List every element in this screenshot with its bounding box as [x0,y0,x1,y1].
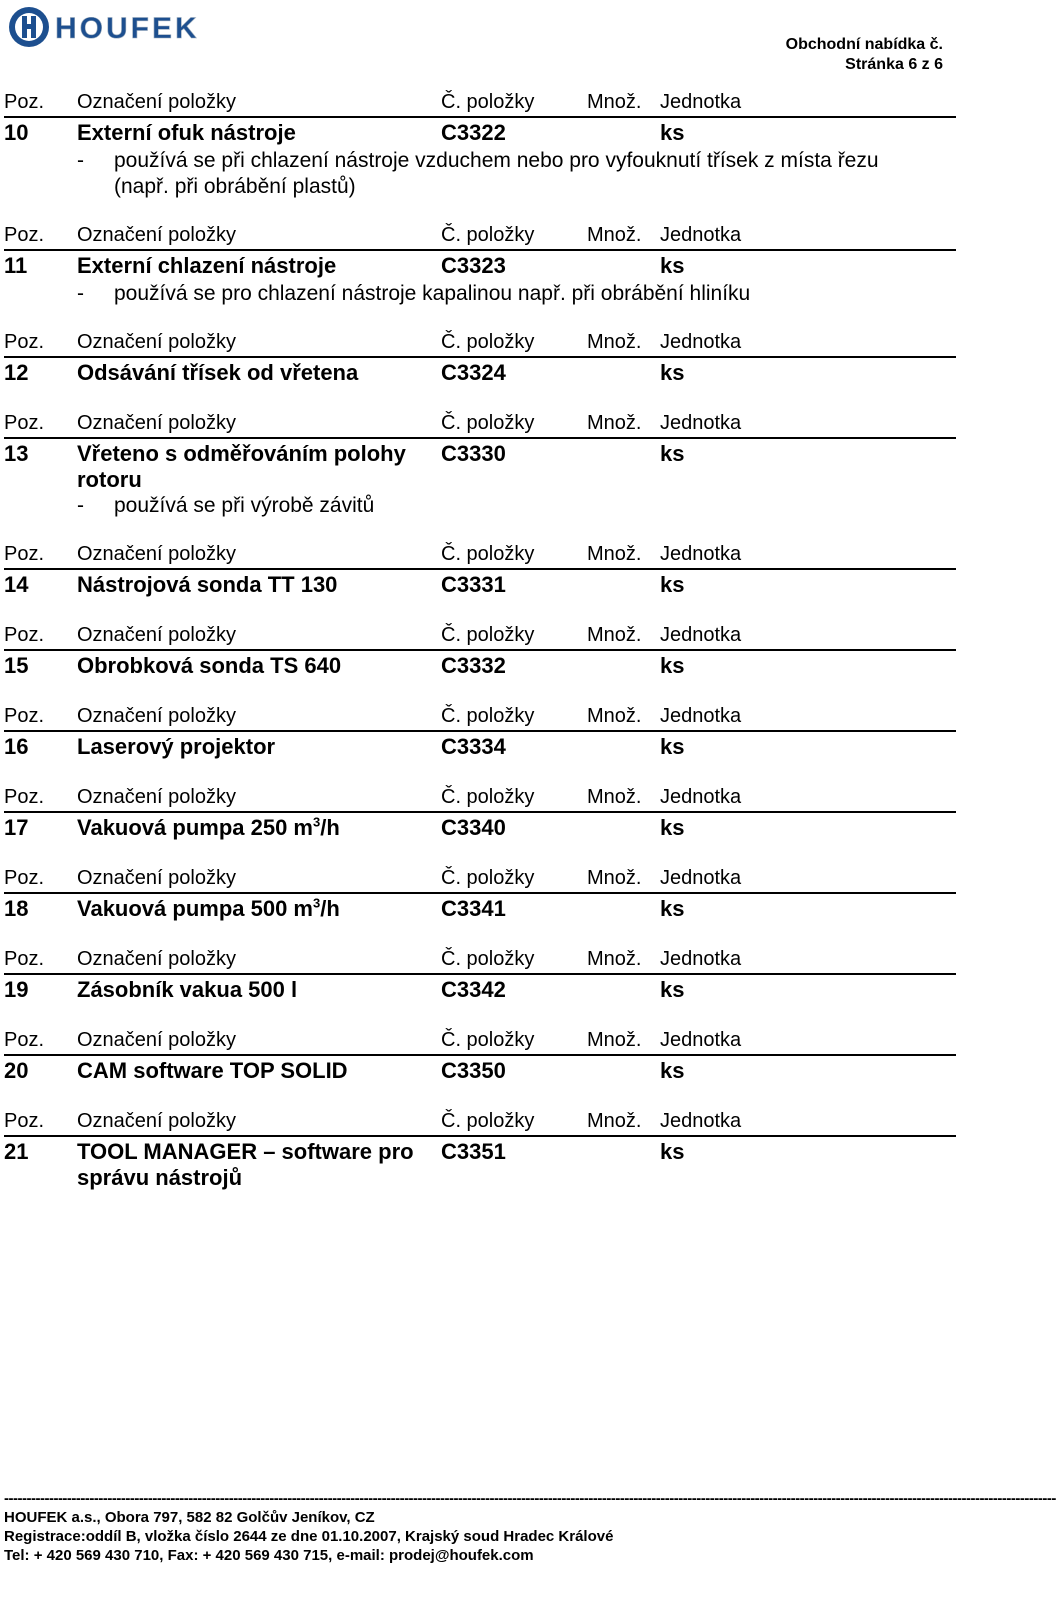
item-header-row [4,329,956,358]
item-data-row [4,253,956,281]
item-data-row [4,360,956,388]
item-unit: ks [660,360,685,385]
item-name [77,734,437,760]
item-name-superscript: 3 [313,814,321,830]
item-header-row [4,784,956,813]
column-header-name: Označení položky [77,786,236,808]
item-name [77,441,437,493]
item-data-row [4,653,956,681]
item-data-row [4,1139,956,1191]
item-block [4,541,956,600]
column-header-poz: Poz. [4,331,45,353]
item-header-row [4,89,956,118]
item-name [77,815,437,841]
column-header-poz: Poz. [4,224,45,246]
doc-title: Obchodní nabídka č. [785,36,943,53]
column-header-name: Označení položky [77,224,236,246]
item-code: C3350 [441,1058,506,1083]
item-data-row [4,572,956,600]
item-block [4,1108,956,1191]
item-name-text: Vakuová pumpa 250 m [77,815,313,840]
item-name [77,653,437,679]
page-footer [4,1489,1056,1565]
note-bullet: - [77,149,84,172]
item-code: C3342 [441,977,506,1002]
document-header [786,35,943,75]
svg-text:HOUFEK: HOUFEK [55,12,200,45]
column-header-code: Č. položky [441,412,535,434]
item-block [4,1027,956,1086]
item-header-row [4,222,956,251]
column-header-qty: Množ. [587,705,642,727]
item-position: 12 [4,360,29,385]
column-header-unit: Jednotka [660,1029,742,1051]
item-name-suffix: /h [320,896,340,921]
item-note-text: používá se při výrobě závitů [114,494,375,517]
column-header-unit: Jednotka [660,331,742,353]
column-header-code: Č. položky [441,705,535,727]
column-header-name: Označení položky [77,412,236,434]
item-name [77,253,437,279]
column-header-poz: Poz. [4,1029,45,1051]
item-header-row [4,1027,956,1056]
item-header-row [4,703,956,732]
column-header-qty: Množ. [587,224,642,246]
column-header-poz: Poz. [4,867,45,889]
item-name-text: Nástrojová sonda TT 130 [77,572,338,597]
item-code: C3322 [441,120,506,145]
column-header-poz: Poz. [4,1110,45,1132]
item-header-row [4,622,956,651]
footer-contact: Tel: + 420 569 430 710, Fax: + 420 569 430 715, e-mail: prodej@houfek.com [4,1547,534,1564]
item-header-row [4,946,956,975]
column-header-qty: Množ. [587,624,642,646]
column-header-name: Označení položky [77,331,236,353]
column-header-name: Označení položky [77,624,236,646]
item-name [77,1139,437,1191]
column-header-name: Označení položky [77,91,236,113]
item-code: C3331 [441,572,506,597]
column-header-qty: Množ. [587,543,642,565]
item-data-row [4,120,956,148]
item-data-row [4,815,956,843]
column-header-unit: Jednotka [660,224,742,246]
column-header-unit: Jednotka [660,1110,742,1132]
item-unit: ks [660,734,685,759]
item-name [77,120,437,146]
column-header-code: Č. položky [441,1029,535,1051]
column-header-code: Č. položky [441,1110,535,1132]
item-unit: ks [660,1139,685,1164]
column-header-qty: Množ. [587,1029,642,1051]
column-header-qty: Množ. [587,412,642,434]
item-position: 10 [4,120,29,145]
column-header-name: Označení položky [77,867,236,889]
item-unit: ks [660,441,685,466]
item-block [4,622,956,681]
column-header-code: Č. položky [441,624,535,646]
column-header-unit: Jednotka [660,867,742,889]
item-name-text: TOOL MANAGER – software pro správu nástrojů [77,1139,414,1190]
item-position: 19 [4,977,29,1002]
item-block [4,865,956,924]
item-code: C3330 [441,441,506,466]
item-name-text: Externí ofuk nástroje [77,120,296,145]
item-unit: ks [660,572,685,597]
item-code: C3334 [441,734,506,759]
item-unit: ks [660,253,685,278]
item-name-text: Odsávání třísek od vřetena [77,360,359,385]
item-name [77,896,437,922]
item-unit: ks [660,977,685,1002]
item-code: C3332 [441,653,506,678]
item-note-text: používá se při chlazení nástroje vzduchem nebo pro vyfouknutí třísek z místa řezu (např. při obrábění plastů) [114,149,879,198]
column-header-name: Označení položky [77,1110,236,1132]
column-header-poz: Poz. [4,91,45,113]
footer-company: HOUFEK a.s., Obora 797, 582 82 Golčův Jeníkov, CZ [4,1509,375,1526]
column-header-code: Č. položky [441,224,535,246]
item-position: 18 [4,896,29,921]
item-name [77,360,437,386]
item-block [4,784,956,843]
item-block [4,329,956,388]
item-block [4,703,956,762]
item-unit: ks [660,653,685,678]
column-header-qty: Množ. [587,331,642,353]
item-position: 20 [4,1058,29,1083]
column-header-poz: Poz. [4,705,45,727]
item-name-suffix: /h [320,815,340,840]
item-position: 21 [4,1139,29,1164]
column-header-unit: Jednotka [660,786,742,808]
item-position: 13 [4,441,29,466]
column-header-unit: Jednotka [660,412,742,434]
column-header-qty: Množ. [587,91,642,113]
item-header-row [4,865,956,894]
item-name [77,572,437,598]
item-position: 16 [4,734,29,759]
item-name-text: Zásobník vakua 500 l [77,977,298,1002]
column-header-poz: Poz. [4,948,45,970]
item-block [4,946,956,1005]
item-header-row [4,410,956,439]
column-header-code: Č. položky [441,948,535,970]
item-data-row [4,1058,956,1086]
column-header-code: Č. položky [441,786,535,808]
item-block [4,222,956,307]
houfek-logo [5,4,255,50]
page-info: Stránka 6 z 6 [845,56,943,73]
item-unit: ks [660,815,685,840]
item-name [77,1058,437,1084]
column-header-qty: Množ. [587,867,642,889]
item-name-text: Vakuová pumpa 500 m [77,896,313,921]
item-name-text: Laserový projektor [77,734,276,759]
item-data-row [4,977,956,1005]
note-bullet: - [77,282,84,305]
item-position: 15 [4,653,29,678]
item-name-text: Obrobková sonda TS 640 [77,653,342,678]
column-header-unit: Jednotka [660,624,742,646]
item-data-row [4,441,956,493]
item-data-row [4,734,956,762]
column-header-qty: Množ. [587,786,642,808]
column-header-unit: Jednotka [660,705,742,727]
item-code: C3351 [441,1139,506,1164]
footer-divider: ------------------------------------------------------------------------------------------------------------------------------------------------------------------------------------------------------------------------------------------ [4,1490,1056,1507]
item-block [4,410,956,519]
column-header-name: Označení položky [77,1029,236,1051]
item-name-text: Externí chlazení nástroje [77,253,337,278]
item-code: C3323 [441,253,506,278]
item-name-text: CAM software TOP SOLID [77,1058,348,1083]
item-block [4,89,956,200]
item-name [77,977,437,1003]
item-unit: ks [660,1058,685,1083]
column-header-name: Označení položky [77,543,236,565]
column-header-poz: Poz. [4,412,45,434]
column-header-poz: Poz. [4,543,45,565]
item-note-text: používá se pro chlazení nástroje kapalinou např. při obrábění hliníku [114,282,751,305]
item-position: 14 [4,572,29,597]
item-header-row [4,541,956,570]
column-header-code: Č. položky [441,91,535,113]
item-data-row [4,896,956,924]
footer-registration: Registrace:oddíl B, vložka číslo 2644 ze dne 01.10.2007, Krajský soud Hradec Králové [4,1528,614,1545]
item-note [77,281,884,307]
column-header-poz: Poz. [4,624,45,646]
item-position: 11 [4,253,28,278]
column-header-qty: Množ. [587,948,642,970]
column-header-poz: Poz. [4,786,45,808]
column-header-unit: Jednotka [660,543,742,565]
item-name-superscript: 3 [313,895,321,911]
item-name-text: Vřeteno s odměřováním polohy rotoru [77,441,406,492]
column-header-code: Č. položky [441,331,535,353]
column-header-unit: Jednotka [660,948,742,970]
item-unit: ks [660,896,685,921]
column-header-code: Č. položky [441,867,535,889]
item-code: C3324 [441,360,506,385]
item-note [77,493,884,519]
item-note [77,148,884,200]
item-code: C3341 [441,896,506,921]
column-header-code: Č. položky [441,543,535,565]
item-header-row [4,1108,956,1137]
item-unit: ks [660,120,685,145]
item-list [4,89,956,1213]
note-bullet: - [77,494,84,517]
item-code: C3340 [441,815,506,840]
column-header-unit: Jednotka [660,91,742,113]
item-position: 17 [4,815,29,840]
column-header-qty: Množ. [587,1110,642,1132]
column-header-name: Označení položky [77,705,236,727]
column-header-name: Označení položky [77,948,236,970]
